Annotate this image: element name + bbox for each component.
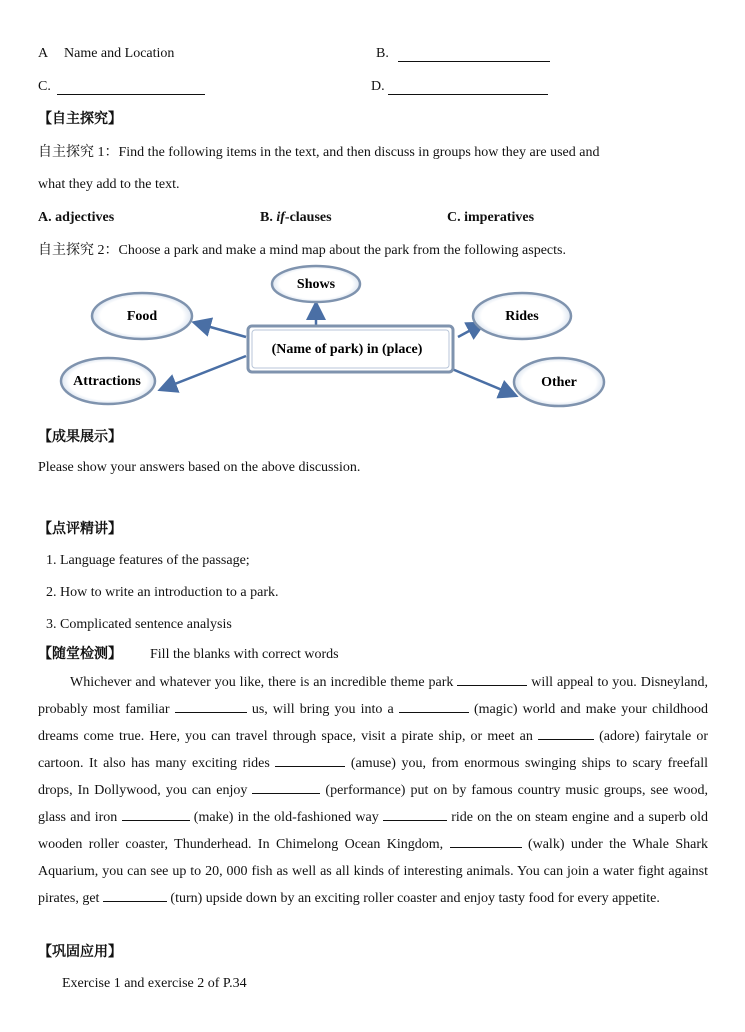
results-text: Please show your answers based on the above discussion. xyxy=(38,460,361,475)
comment-item-1: 1. Language features of the passage; xyxy=(46,553,250,568)
blank-10[interactable] xyxy=(103,888,167,902)
passage-seg-11: (turn) upside down by an exciting roller coaster and enjoy tasty food for every appetite. xyxy=(166,891,660,906)
section-test-heading: 【随堂检测】 xyxy=(38,647,122,662)
option-a-text: Name and Location xyxy=(64,46,175,61)
section-explore-heading: 【自主探究】 xyxy=(38,112,122,127)
blank-2[interactable] xyxy=(175,699,247,713)
option-d-letter: D. xyxy=(371,79,385,94)
node-attractions-label: Attractions xyxy=(73,374,141,389)
item-c: C. imperatives xyxy=(447,210,535,225)
passage-seg-10: (walk) under the Whale Shark Aquarium, you can see up to 20, 000 fish as well as all kinds of interesting animals. You can join a water fight against pirates, get xyxy=(38,837,708,906)
passage-seg-9: ride on the on steam engine and a superb old wooden roller coaster, Thunderhead. In Chimelong Ocean Kingdom, xyxy=(38,810,709,852)
arrow-to-other xyxy=(452,369,514,395)
node-shows-label: Shows xyxy=(296,277,336,292)
blank-7[interactable] xyxy=(122,807,190,821)
passage-seg-4: (magic) world and make your childhood dreams come true. Here, you can travel through space, visit a pirate ship, or meet an xyxy=(38,702,708,744)
option-a-letter: A xyxy=(38,46,49,61)
apply-text: Exercise 1 and exercise 2 of P.34 xyxy=(62,976,247,991)
comment-item-2: 2. How to write an introduction to a park. xyxy=(46,585,279,600)
node-other-label: Other xyxy=(541,375,577,390)
blank-5[interactable] xyxy=(275,753,345,767)
blank-4[interactable] xyxy=(538,726,594,740)
blank-9[interactable] xyxy=(450,834,522,848)
node-rides-label: Rides xyxy=(505,309,539,324)
passage-seg-8: (make) in the old-fashioned way xyxy=(189,810,383,825)
explore1-line1: 自主探究 1：Find the following items in the text, and then discuss in groups how they are used and xyxy=(38,145,600,160)
item-a: A. adjectives xyxy=(38,210,115,225)
item-b-prefix: B. xyxy=(260,210,277,225)
option-b-letter: B. xyxy=(376,46,389,61)
passage-seg-5: (adore) fairytale or cartoon. It also has many exciting rides xyxy=(38,729,708,771)
explore2-line: 自主探究 2：Choose a park and make a mind map about the park from the following aspects. xyxy=(38,243,566,258)
arrow-to-food xyxy=(196,323,246,337)
passage-seg-3: us, will bring you into a xyxy=(246,702,399,717)
blank-6[interactable] xyxy=(252,780,320,794)
section-results-heading: 【成果展示】 xyxy=(38,430,122,445)
node-food-label: Food xyxy=(126,309,158,324)
comment-item-3: 3. Complicated sentence analysis xyxy=(46,617,232,632)
passage-seg-7: (performance) put on by famous country music groups, see wood, glass and iron xyxy=(38,783,708,825)
passage-seg-2: will appeal to you. Disneyland, probably most familiar xyxy=(38,675,708,717)
passage-seg-1: Whichever and whatever you like, there is an incredible theme park xyxy=(70,675,458,690)
blank-1[interactable] xyxy=(457,672,527,686)
item-b-if: if xyxy=(276,210,285,225)
test-instruction: Fill the blanks with correct words xyxy=(150,647,339,662)
passage xyxy=(38,669,708,912)
section-comment-heading: 【点评精讲】 xyxy=(38,522,122,537)
section-apply-heading: 【巩固应用】 xyxy=(38,945,122,960)
passage-seg-6: (amuse) you, from enormous swinging ships to scary freefall drops, In Dollywood, you can enjoy xyxy=(38,756,708,798)
blank-8[interactable] xyxy=(383,807,447,821)
explore1-line2: what they add to the text. xyxy=(38,177,180,192)
arrow-to-attractions xyxy=(162,356,246,389)
option-c-letter: C. xyxy=(38,79,51,94)
mind-map-center-label: (Name of park) in (place) xyxy=(271,342,423,357)
mind-map xyxy=(0,0,745,430)
blank-3[interactable] xyxy=(399,699,469,713)
item-b-suffix: -clauses xyxy=(284,210,332,225)
